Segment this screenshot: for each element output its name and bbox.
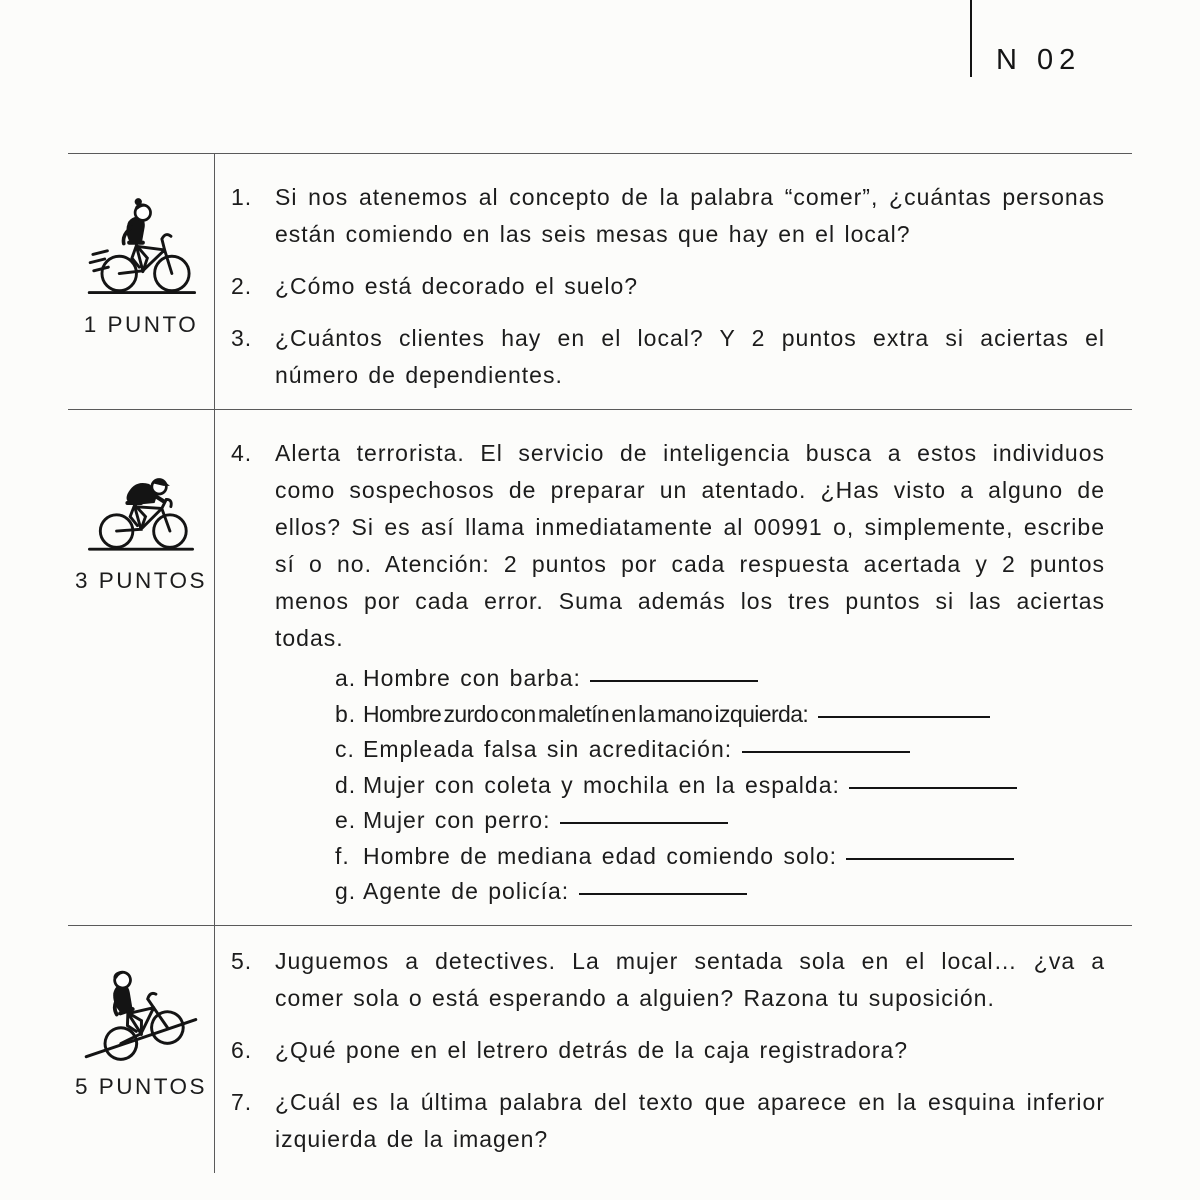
- points-label: 1 PUNTO: [83, 312, 199, 337]
- answer-item: [335, 697, 1105, 733]
- question-number: 2.: [231, 273, 253, 299]
- cyclist-flat-icon: [82, 194, 200, 304]
- questions-cell: [215, 926, 1132, 1173]
- answer-item: [335, 874, 1105, 910]
- answer-blank: [818, 716, 990, 718]
- question-number: 3.: [231, 325, 253, 351]
- answer-label: Mujer con coleta y mochila en la espalda:: [363, 771, 840, 798]
- answer-label: Hombre de mediana edad comiendo solo:: [363, 842, 838, 869]
- question-text: ¿Cómo está decorado el suelo?: [275, 273, 639, 299]
- quiz-section: [68, 409, 1132, 925]
- answer-item: [335, 839, 1105, 875]
- question-number: 4.: [231, 440, 253, 466]
- question-number: 5.: [231, 947, 253, 974]
- answer-letter: a.: [335, 665, 357, 691]
- quiz-section: [68, 925, 1132, 1173]
- answer-item: [335, 661, 1105, 697]
- quiz-section: [68, 153, 1132, 409]
- question-number: 1.: [231, 184, 253, 210]
- question: [231, 179, 1105, 253]
- answer-label: Agente de policía:: [363, 878, 570, 904]
- answer-blank: [742, 751, 910, 753]
- question-text: Si nos atenemos al concepto de la palabra “comer”, ¿cuántas personas están comiendo en las seis mesas que hay en el local?: [275, 184, 1105, 247]
- page-number: N 02: [996, 44, 1082, 76]
- answer-letter: b.: [335, 700, 357, 727]
- quiz-table: [68, 153, 1132, 1173]
- question-text: Juguemos a detectives. La mujer sentada sola en el local… ¿va a comer sola o está esperando a alguien? Razona tu suposición.: [275, 947, 1105, 1011]
- answer-item: [335, 732, 1105, 768]
- answer-letter: c.: [335, 736, 355, 762]
- question-number: 6.: [231, 1036, 253, 1063]
- answer-letter: g.: [335, 878, 357, 904]
- answer-blank: [560, 822, 728, 824]
- question-text: ¿Cuántos clientes hay en el local? Y 2 puntos extra si aciertas el número de dependientes.: [275, 325, 1105, 388]
- points-cell: [68, 410, 215, 925]
- question: [231, 1032, 1105, 1069]
- question: [231, 943, 1105, 1017]
- questions-cell: [215, 410, 1132, 925]
- question-text: ¿Cuál es la última palabra del texto que aparece en la esquina inferior izquierda de la imagen?: [275, 1088, 1105, 1152]
- cyclist-racing-icon: [82, 456, 200, 560]
- answer-item: [335, 803, 1105, 839]
- question: [231, 1084, 1105, 1158]
- answer-letter: f.: [335, 842, 350, 869]
- answer-blank: [590, 680, 758, 682]
- answer-item: [335, 768, 1105, 804]
- points-label: 3 PUNTOS: [74, 568, 208, 593]
- question: [231, 435, 1105, 910]
- cyclist-uphill-icon: [80, 936, 202, 1066]
- answer-label: Empleada falsa sin acreditación:: [363, 736, 733, 762]
- answer-letter: e.: [335, 807, 357, 833]
- answer-list: [275, 661, 1105, 910]
- questions-cell: [215, 154, 1132, 409]
- points-label: 5 PUNTOS: [74, 1073, 208, 1099]
- answer-label: Hombre con barba:: [363, 665, 581, 691]
- answer-blank: [849, 787, 1017, 789]
- question: [231, 268, 1105, 305]
- answer-letter: d.: [335, 771, 357, 798]
- answer-label: Mujer con perro:: [363, 807, 551, 833]
- points-cell: [68, 154, 215, 409]
- answer-blank: [579, 893, 747, 895]
- question-number: 7.: [231, 1088, 253, 1115]
- answer-blank: [846, 858, 1014, 860]
- question-text: Alerta terrorista. El servicio de inteligencia busca a estos individuos como sospechosos de preparar un atentado. ¿Has visto a alguno de ellos? Si es así llama inmediatamente al 00991 o, simplemente, escribe sí o no. Atención: 2 puntos por cada respuesta acertada y 2 puntos menos por cada error. Suma además los tres puntos si las aciertas todas.: [275, 440, 1105, 651]
- answer-label: Hombre zurdo con maletín en la mano izquierda:: [363, 700, 809, 727]
- question: [231, 320, 1105, 394]
- question-text: ¿Qué pone en el letrero detrás de la caja registradora?: [275, 1036, 908, 1063]
- page-number-divider: [970, 0, 972, 77]
- page-number-block: [970, 0, 1200, 100]
- points-cell: [68, 926, 215, 1173]
